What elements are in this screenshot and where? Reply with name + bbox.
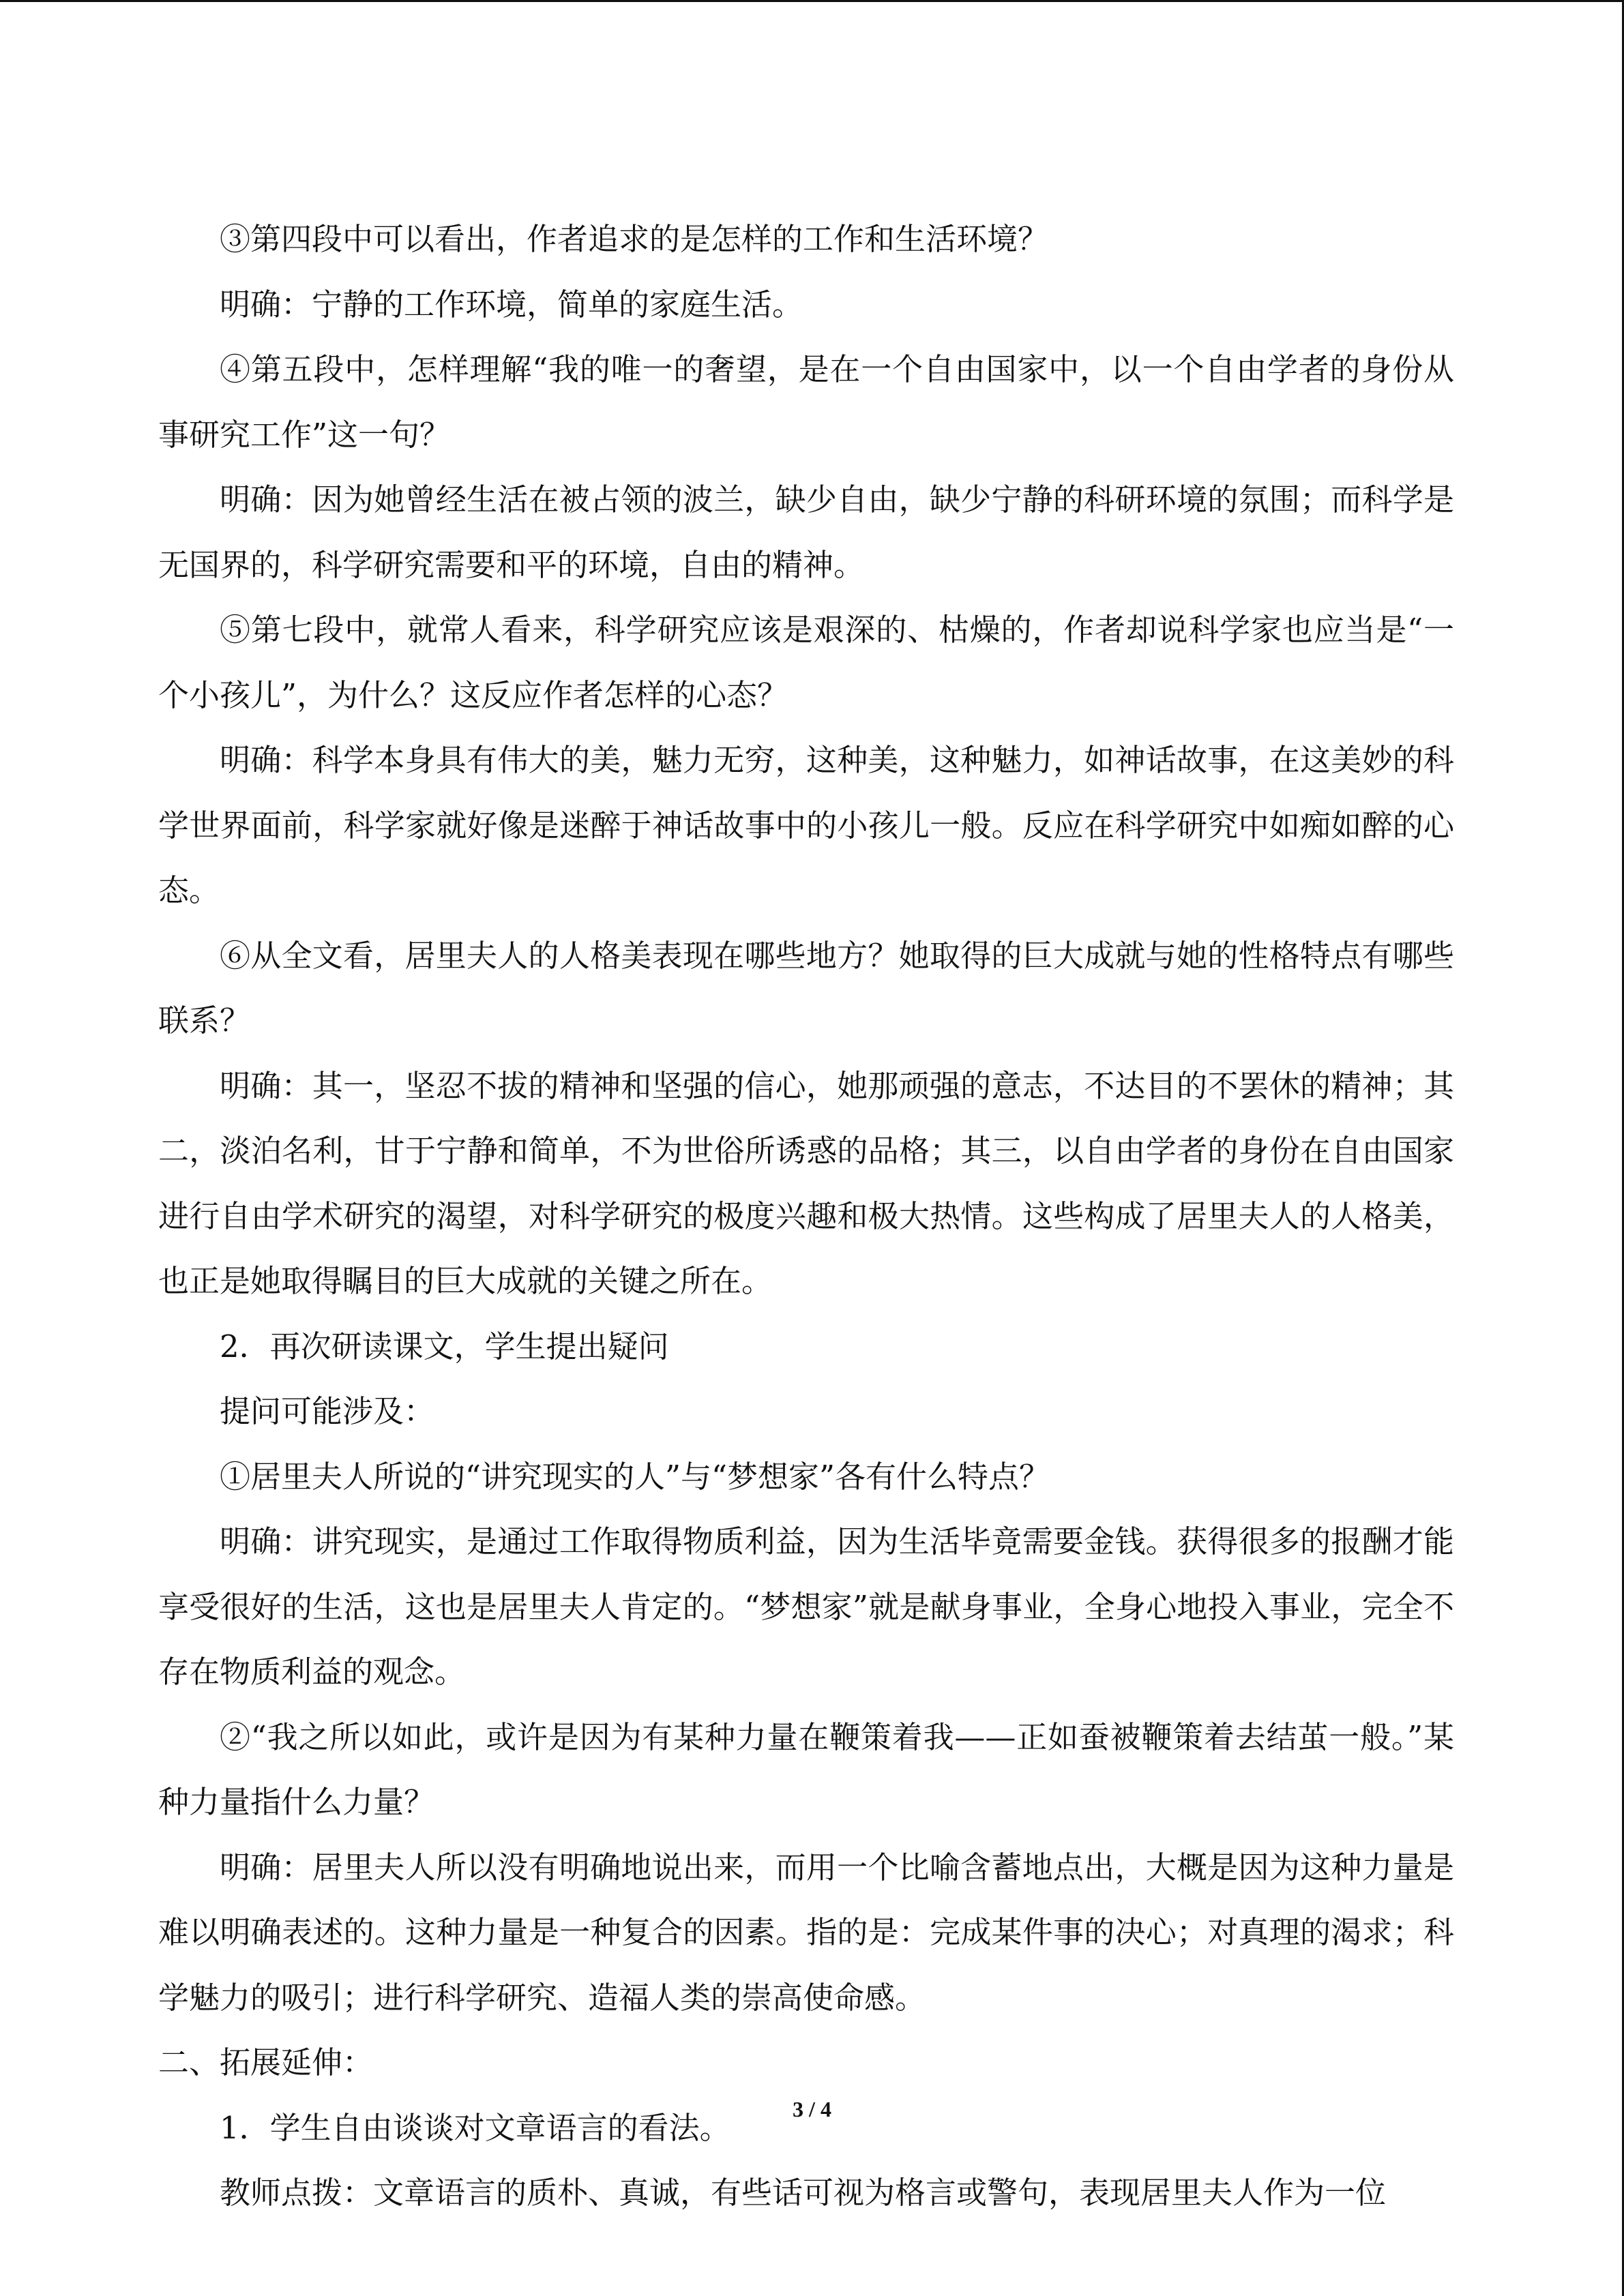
paragraph-questions-intro: 提问可能涉及： <box>220 1393 435 1429</box>
paragraph-a2: 明确：居里夫人所以没有明确地说出来，而用一个比喻含蓄地点出，大概是因为这种力量是难以明确表述的。这种力量是一种复合的因素。指的是：完成某件事的决心；对真理的渴求；科学魅力的吸引；进行科学研究、造福人类的崇高使命感。 <box>158 1849 1454 2016</box>
paragraph-a3: 明确：宁静的工作环境，简单的家庭生活。 <box>220 286 803 323</box>
paragraph-teacher-note: 教师点拨：文章语言的质朴、真诚，有些话可视为格言或警句，表现居里夫人作为一位 <box>220 2175 1387 2211</box>
paragraph-q3: ③第四段中可以看出，作者追求的是怎样的工作和生活环境？ <box>220 221 1049 257</box>
page-number: 3 / 4 <box>793 2097 831 2121</box>
document-body <box>158 207 1454 2226</box>
paragraph-a6: 明确：其一，坚忍不拔的精神和坚强的信心，她那顽强的意志，不达目的不罢休的精神；其二，淡泊名利，甘于宁静和简单，不为世俗所诱惑的品格；其三，以自由学者的身份在自由国家进行自由学术研究的渴望，对科学研究的极度兴趣和极大热情。这些构成了居里夫人的人格美，也正是她取得瞩目的巨大成就的关键之所在。 <box>158 1067 1454 1299</box>
section-step-2: 2．再次研读课文，学生提出疑问 <box>220 1328 669 1365</box>
paragraph-q6: ⑥从全文看，居里夫人的人格美表现在哪些地方？她取得的巨大成就与她的性格特点有哪些联系？ <box>158 937 1454 1039</box>
paragraph-q1: ①居里夫人所说的“讲究现实的人”与“梦想家”各有什么特点？ <box>220 1458 1050 1495</box>
paragraph-a5: 明确：科学本身具有伟大的美，魅力无穷，这种美，这种魅力，如神话故事，在这美妙的科学世界面前，科学家就好像是迷醉于神话故事中的小孩儿一般。反应在科学研究中如痴如醉的心态。 <box>158 742 1454 908</box>
paragraph-q2: ②“我之所以如此，或许是因为有某种力量在鞭策着我——正如蚕被鞭策着去结茧一般。”某种力量指什么力量？ <box>158 1718 1454 1820</box>
section-heading-extension: 二、拓展延伸： <box>158 2044 374 2081</box>
paragraph-q5: ⑤第七段中，就常人看来，科学研究应该是艰深的、枯燥的，作者却说科学家也应当是“一个小孩儿”，为什么？这反应作者怎样的心态？ <box>158 612 1454 713</box>
paragraph-a1: 明确：讲究现实，是通过工作取得物质利益，因为生活毕竟需要金钱。获得很多的报酬才能享受很好的生活，这也是居里夫人肯定的。“梦想家”就是献身事业，全身心地投入事业，完全不存在物质利益的观念。 <box>158 1523 1454 1690</box>
paragraph-a4: 明确：因为她曾经生活在被占领的波兰，缺少自由，缺少宁静的科研环境的氛围；而科学是无国界的，科学研究需要和平的环境，自由的精神。 <box>158 481 1454 583</box>
paragraph-q4: ④第五段中，怎样理解“我的唯一的奢望，是在一个自由国家中，以一个自由学者的身份从事研究工作”这一句？ <box>158 351 1454 453</box>
section-step-1: 1．学生自由谈谈对文章语言的看法。 <box>220 2109 730 2146</box>
